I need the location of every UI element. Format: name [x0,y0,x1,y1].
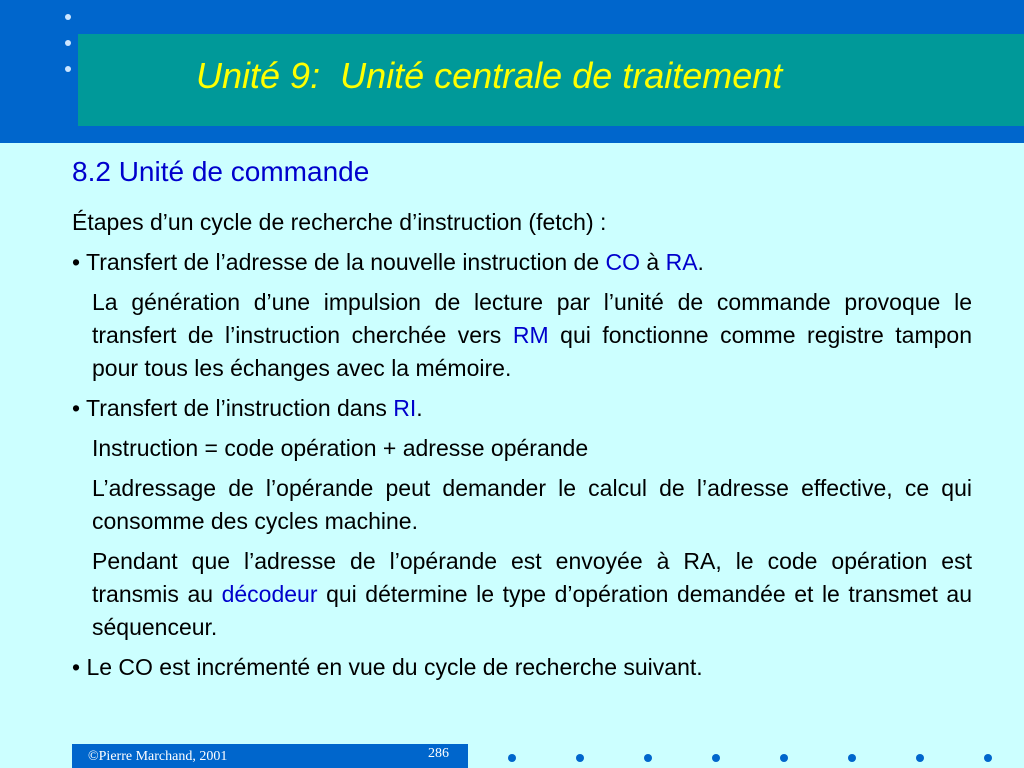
register-ra: RA [665,249,698,275]
slide-title: Unité 9: Unité centrale de traitement [196,55,783,96]
paragraph-read-pulse [92,286,972,385]
page-number: 286 [428,746,449,761]
header-band [0,0,1024,143]
bullet-text: • Transfert de l’instruction dans [72,395,394,421]
bullet-transfer-address [72,246,972,279]
title-box [78,34,1024,126]
footer-bar [72,744,468,768]
footer-dot [576,754,584,762]
decorative-dot [65,14,71,20]
bullet-text: . [416,395,423,421]
slide-content [72,152,972,691]
paragraph-text: qui fonctionne comme registre tampon pour tous les échanges avec la mémoire. [92,322,973,381]
paragraph-text: qui détermine le type d’opération demandée et le transmet au séquenceur. [92,581,972,640]
paragraph-decoder [92,545,972,644]
section-title: 8.2 Unité de commande [72,156,370,187]
decorative-dot [65,66,71,72]
paragraph-addressing [92,472,972,538]
footer-dot [916,754,924,762]
footer-dot [780,754,788,762]
paragraph-instruction-format [92,432,972,465]
footer-dot [848,754,856,762]
register-co: CO [605,249,641,275]
paragraph-text: Pendant que l’adresse de l’opérande est envoyée à RA, le code opération est transmis au [92,548,972,607]
footer-dot [508,754,516,762]
copyright-text: ©Pierre Marchand, 2001 [88,749,228,764]
footer-dot [712,754,720,762]
bullet-text: • Le CO est incrémenté en vue du cycle de recherche suivant. [72,654,703,680]
bullet-increment-co [72,651,972,684]
decoder-term: décodeur [221,581,318,607]
footer-dot [644,754,652,762]
bullet-transfer-instruction [72,392,972,425]
intro-text: Étapes d’un cycle de recherche d’instruction (fetch) : [72,209,607,235]
decorative-dot [65,40,71,46]
footer-dots [500,754,1010,764]
bullet-text: • Transfert de l’adresse de la nouvelle instruction de [72,249,606,275]
register-ri: RI [393,395,417,421]
register-rm: RM [512,322,549,348]
paragraph-text: Instruction = code opération + adresse opérande [92,435,589,461]
paragraph-text: L’adressage de l’opérande peut demander le calcul de l’adresse effective, ce qui consomme des cycles machine. [92,475,972,534]
bullet-text: à [640,249,666,275]
paragraph-text: La génération d’une impulsion de lecture par l’unité de commande provoque le transfert de l’instruction cherchée vers [92,289,972,348]
decorative-dots [62,10,76,80]
bullet-text: . [697,249,704,275]
footer-dot [984,754,992,762]
intro-line [72,206,972,239]
